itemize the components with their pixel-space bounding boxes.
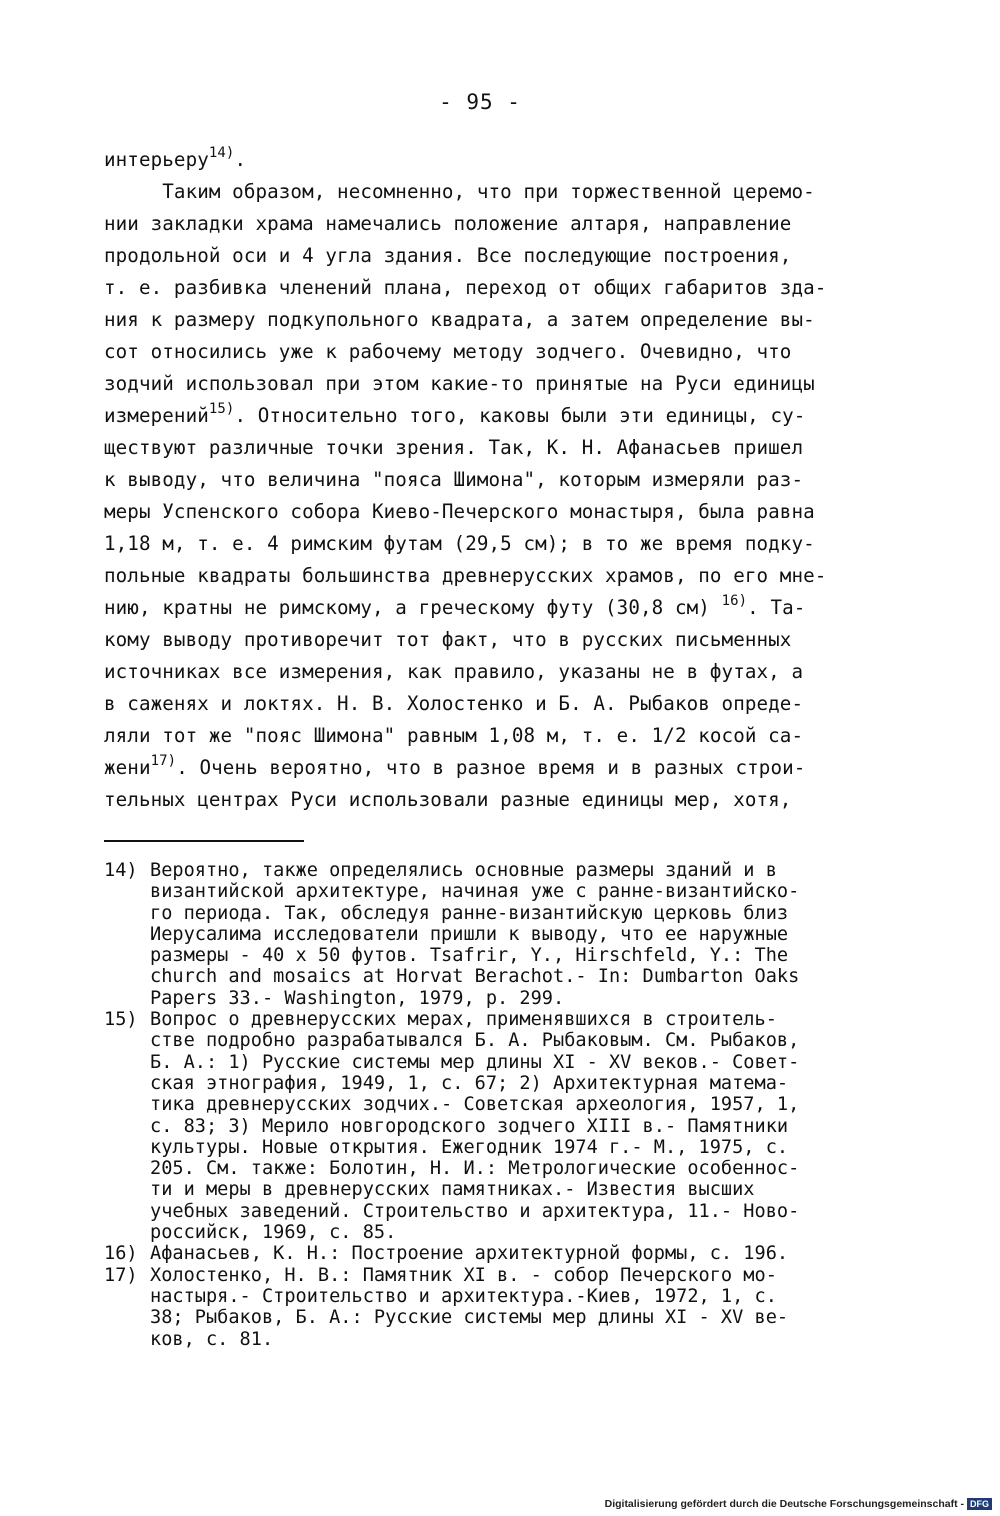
footnote-number: 15) <box>104 1009 138 1031</box>
text-line <box>104 144 904 176</box>
footnote-line: настыря.- Строительство и архитектура.-Киев, 1972, 1, с. <box>150 1285 777 1307</box>
footer-credit <box>605 1498 992 1510</box>
text-line-content: меры Успенского собора Киево-Печерского монастыря, была равна <box>104 500 815 523</box>
text-line-content: жени <box>104 756 151 779</box>
text-line <box>104 528 904 560</box>
text-line-content: тельных центрах Руси использовали разные единицы мер, хотя, <box>104 788 792 811</box>
text-line <box>104 464 904 496</box>
footnote-line: Papers 33.- Washington, 1979, p. 299. <box>150 987 565 1009</box>
footer-credit-text: Digitalisierung gefördert durch die Deutsche Forschungsgemeinschaft - <box>604 1498 964 1510</box>
footnote <box>104 1265 904 1350</box>
footnotes <box>104 860 904 1350</box>
footnote-line: ти и меры в древнерусских памятниках.- Известия высших <box>150 1179 755 1201</box>
footnote-number: 14) <box>104 860 138 881</box>
text-line-content: к выводу, что величина "пояса Шимона", которым измеряли раз- <box>104 468 804 491</box>
text-line-content: источниках все измерения, как правило, указаны не в футах, а <box>104 660 804 683</box>
footnote-line: тика древнерусских зодчих.- Советская археология, 1957, 1, <box>150 1094 800 1116</box>
text-line <box>104 272 904 304</box>
text-line <box>104 784 904 816</box>
footnote-line: Вопрос о древнерусских мерах, применявшихся в строитель- <box>150 1009 777 1031</box>
text-line-content: . Очень вероятно, что в разное время и в разных строи- <box>176 756 806 779</box>
text-line <box>104 496 904 528</box>
text-line <box>104 400 904 432</box>
footnote-line: российск, 1969, с. 85. <box>150 1222 397 1244</box>
text-line-content: измерений <box>104 404 209 427</box>
footnote-line: культуры. Новые открытия. Ежегодник 1974 г.- М., 1975, с. <box>150 1136 789 1158</box>
footnote-line: church and mosaics at Horvat Berachot.- In: Dumbarton Oaks <box>150 966 800 988</box>
footnote-line: ская этнография, 1949, 1, с. 67; 2) Архитектурная матема- <box>150 1072 789 1094</box>
text-line <box>104 240 904 272</box>
footnote-line: размеры - 40 х 50 футов. Tsafrir, Y., Hirschfeld, Y.: The <box>150 945 789 967</box>
text-line <box>104 368 904 400</box>
footnote-reference[interactable]: 16) <box>721 593 748 609</box>
footnote-line: учебных заведений. Строительство и архитектура, 11.- Ново- <box>150 1200 800 1222</box>
text-line <box>104 720 904 752</box>
text-line <box>104 176 904 208</box>
text-line-content: польные квадраты большинства древнерусских храмов, по его мне- <box>104 564 827 587</box>
text-line <box>104 432 904 464</box>
footnote-line: Вероятно, также определялись основные размеры зданий и в <box>150 860 777 881</box>
text-line <box>104 304 904 336</box>
footnote-line: Афанасьев, К. Н.: Построение архитектурной формы, с. 196. <box>150 1243 789 1265</box>
text-line-content: кому выводу противоречит тот факт, что в русских письменных <box>104 628 792 651</box>
footnote-line: го периода. Так, обследуя ранне-византийскую церковь близ <box>150 902 789 924</box>
footnote-number: 16) <box>104 1243 138 1265</box>
footnote-line: стве подробно разрабатывался Б. А. Рыбаковым. См. Рыбаков, <box>150 1030 800 1052</box>
text-line-content: Таким образом, несомненно, что при торжественной церемо- <box>104 180 815 203</box>
text-line-content: т. е. разбивка членений плана, переход от общих габаритов зда- <box>104 276 827 299</box>
text-line-content: продольной оси и 4 угла здания. Все последующие построения, <box>104 244 792 267</box>
text-line-content: нии закладки храма намечались положение алтаря, направление <box>104 212 792 235</box>
text-line-content: ляли тот же "пояс Шимона" равным 1,08 м, т. е. 1/2 косой са- <box>104 724 804 747</box>
footnote <box>104 1243 904 1264</box>
footnote <box>104 860 904 1009</box>
footnote-separator <box>104 840 304 842</box>
footnote-reference[interactable]: 17) <box>150 753 177 769</box>
text-line <box>104 208 904 240</box>
footnote-line: 205. См. также: Болотин, Н. И.: Метрологические особеннос- <box>150 1158 800 1180</box>
footnote-number: 17) <box>104 1264 138 1286</box>
text-line <box>104 688 904 720</box>
dfg-logo-icon: DFG <box>967 1498 992 1510</box>
footnote-line: Иерусалима исследователи пришли к выводу, что ее наружные <box>150 923 789 945</box>
text-line <box>104 624 904 656</box>
page-number: - 95 - <box>439 90 521 114</box>
text-line-content: . Та- <box>747 596 806 619</box>
text-line-content: . Относительно того, каковы были эти единицы, су- <box>234 404 806 427</box>
text-line-content: интерьеру <box>104 148 209 171</box>
footnote-line: Б. А.: 1) Русские системы мер длины XI - XV веков.- Совет- <box>150 1051 800 1073</box>
footnote-reference[interactable]: 14) <box>208 145 235 161</box>
body-text <box>104 144 904 816</box>
text-line <box>104 656 904 688</box>
footnote-line: византийской архитектуре, начиная уже с ранне-византийско- <box>150 881 800 903</box>
text-line-content: ния к размеру подкупольного квадрата, а затем определение вы- <box>104 308 815 331</box>
footnote <box>104 1009 904 1243</box>
text-line <box>104 560 904 592</box>
footnote-line: Холостенко, Н. В.: Памятник XI в. - собор Печерского мо- <box>150 1264 777 1286</box>
text-line-content: в саженях и локтях. Н. В. Холостенко и Б. А. Рыбаков опреде- <box>104 692 804 715</box>
footnote-line: с. 83; 3) Мерило новгородского зодчего XIII в.- Памятники <box>150 1115 789 1137</box>
text-line-content: зодчий использовал при этом какие-то принятые на Руси единицы <box>104 372 815 395</box>
text-line <box>104 336 904 368</box>
footnote-line: ков, с. 81. <box>150 1328 274 1350</box>
text-line <box>104 592 904 624</box>
text-line-content: сот относились уже к рабочему методу зодчего. Очевидно, что <box>104 340 792 363</box>
text-line-content: . <box>234 148 247 171</box>
text-line <box>104 752 904 784</box>
text-line-content: ществуют различные точки зрения. Так, К. Н. Афанасьев пришел <box>104 436 804 459</box>
footnote-line: 38; Рыбаков, Б. А.: Русские системы мер длины XI - XV ве- <box>150 1307 789 1329</box>
footnote-reference[interactable]: 15) <box>208 401 235 417</box>
text-line-content: нию, кратны не римскому, а греческому футу (30,8 см) <box>104 596 722 619</box>
text-line-content: 1,18 м, т. е. 4 римским футам (29,5 см); в то же время подку- <box>104 532 815 555</box>
